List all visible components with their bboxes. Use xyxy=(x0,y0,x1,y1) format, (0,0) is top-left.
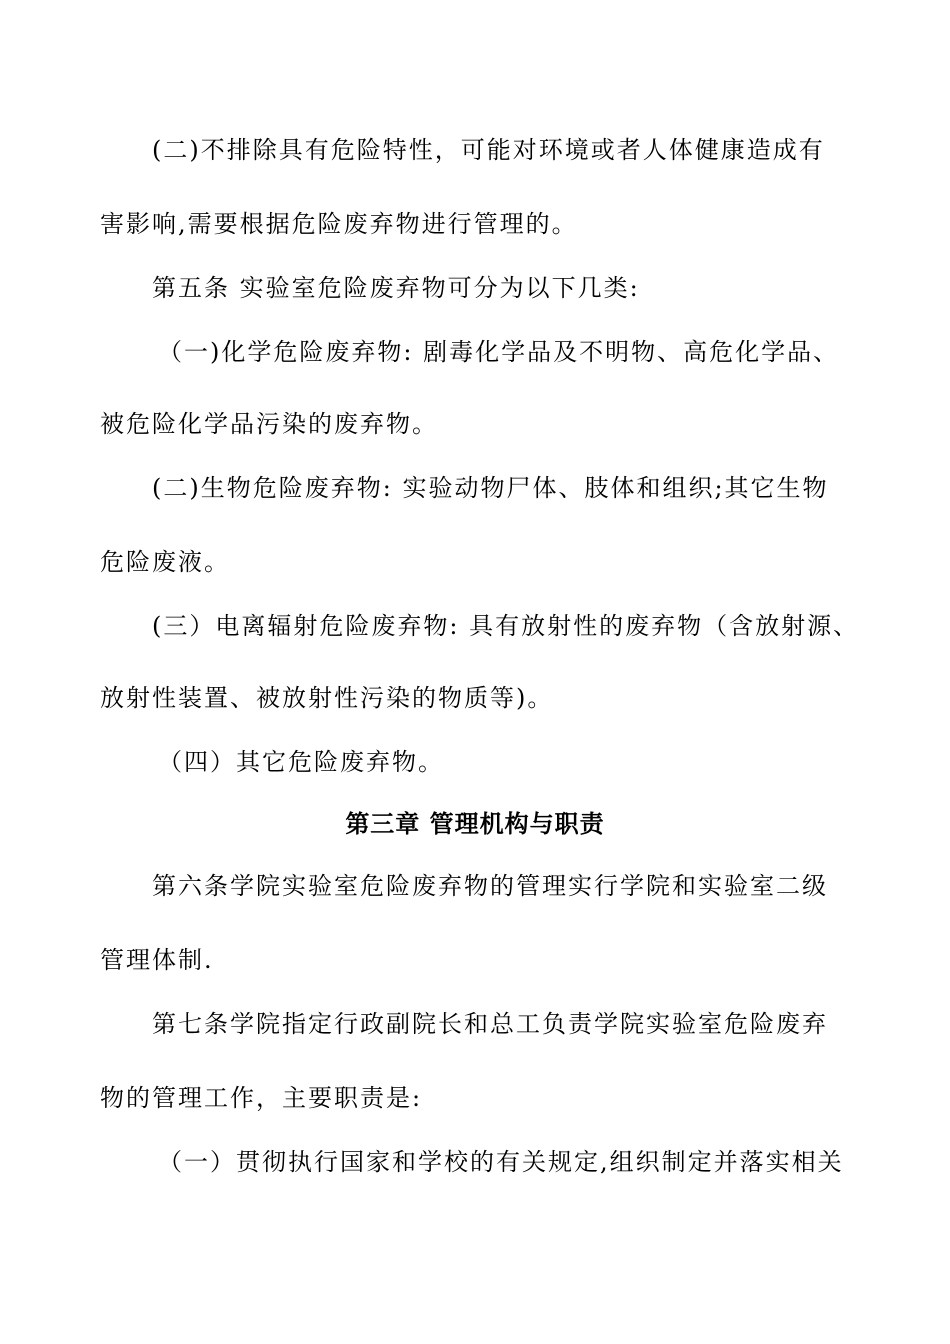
paragraph-line: （一)化学危险废弃物: 剧毒化学品及不明物、高危化学品、 xyxy=(158,338,840,366)
article-line: 第六条学院实验室危险废弃物的管理实行学院和实验室二级 xyxy=(152,872,828,900)
article-line: 第七条学院指定行政副院长和总工负责学院实验室危险废弃 xyxy=(152,1010,828,1038)
paragraph-line: 被危险化学品污染的废弃物。 xyxy=(100,410,438,438)
paragraph-line: 放射性装置、被放射性污染的物质等)。 xyxy=(100,684,554,712)
paragraph-line: 危险废液。 xyxy=(100,548,230,576)
chapter-heading: 第三章 管理机构与职责 xyxy=(345,810,605,838)
paragraph-line: (二)生物危险废弃物: 实验动物尸体、肢体和组织;其它生物 xyxy=(152,474,829,502)
paragraph-line: （四）其它危险废弃物。 xyxy=(158,748,444,776)
paragraph-line: (二)不排除具有危险特性，可能对环境或者人体健康造成有 xyxy=(152,136,825,164)
paragraph-line: （一）贯彻执行国家和学校的有关规定,组织制定并落实相关 xyxy=(158,1148,844,1176)
paragraph-line: 管理体制. xyxy=(100,946,214,974)
article-line: 第五条 实验室危险废弃物可分为以下几类: xyxy=(152,274,640,302)
paragraph-line: (三）电离辐射危险废弃物: 具有放射性的废弃物（含放射源、 xyxy=(152,612,860,640)
paragraph-line: 害影响,需要根据危险废弃物进行管理的。 xyxy=(100,210,578,238)
paragraph-line: 物的管理工作，主要职责是: xyxy=(100,1084,423,1112)
